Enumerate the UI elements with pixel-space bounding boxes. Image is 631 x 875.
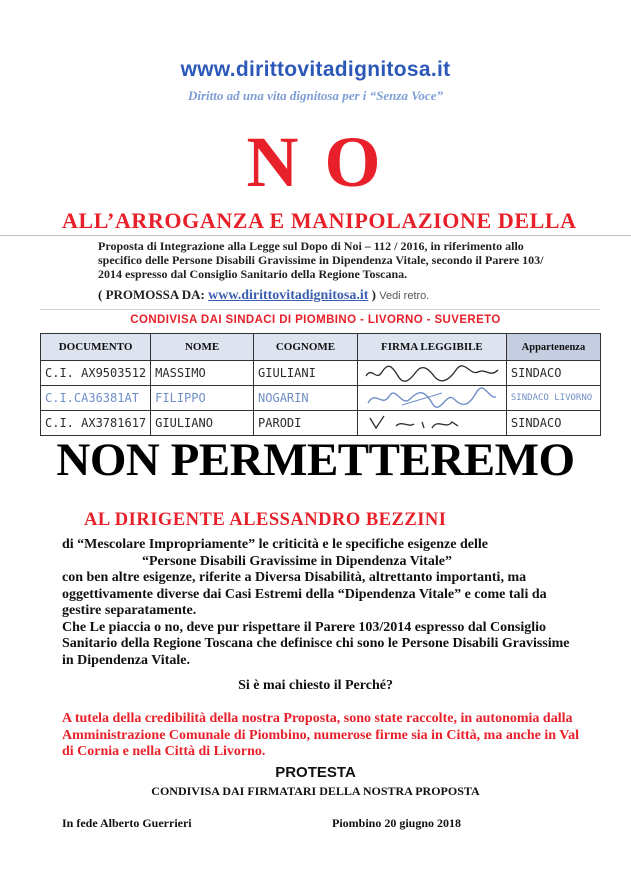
body-paragraph: Che Le piaccia o no, deve pur rispettare il Parere 103/2014 espresso dal Consiglio Sanitario della Regione Toscana che definisce chi sono le Persone Disabili Gravissime in Dipendenza Vitale. [62,619,570,668]
body-paragraph: “Persone Disabili Gravissime in Dipendenza Vitale” [142,553,452,569]
column-header-nome: NOME [151,334,254,361]
divider-top [0,235,631,236]
shared-by-signers: CONDIVISA DAI FIRMATARI DELLA NOSTRA PROPOSTA [151,784,480,798]
cell-cognome: PARODI [254,411,358,436]
cell-cognome: GIULIANI [254,361,358,386]
promoted-prefix: ( PROMOSSA DA: [98,287,205,302]
shared-by-mayors: CONDIVISA DAI SINDACI DI PIOMBINO - LIVORNO - SUVERETO [130,314,501,326]
cell-nome: FILIPPO [151,386,254,411]
table-header-row [41,334,601,361]
proposal-text: Proposta di Integrazione alla Legge sul Dopo di Noi – 112 / 2016, in riferimento allo specifico delle Persone Disabili Gravissime in Dipendenza Vitale, secondo il Parere 103/ 2014 espresso dal Consiglio Sanitario della Regione Toscana. [98,239,544,281]
cell-firma [357,361,506,386]
signature-scribble [362,362,502,384]
cell-appartenenza: SINDACO LIVORNO [506,386,600,411]
signature-scribble [362,412,502,434]
cell-nome: GIULIANO [151,411,254,436]
column-header-firma: FIRMA LEGGIBILE [357,334,506,361]
headline-no: N O [246,122,385,202]
column-header-appartenenza: Appartenenza [506,334,600,361]
body-paragraph: di “Mescolare Impropriamente” le criticità e le specifiche esigenze delle [62,537,488,552]
body-text [62,537,582,669]
cell-firma [357,386,506,411]
site-tagline: Diritto ad una vita dignitosa per i “Senza Voce” [188,88,443,103]
cell-appartenenza: SINDACO [506,411,600,436]
body-paragraph: con ben altre esigenze, riferite a Diversa Disabilità, altrettanto importanti, ma oggettivamente diverse dai Casi Estremi della “Dipendenza Vitale” e come tali da gestire separatamente. [62,570,547,618]
signature-line: In fede Alberto Guerrieri [62,816,192,830]
tutela-paragraph: A tutela della credibilità della nostra Proposta, sono state raccolte, in autonomia dalla Amministrazione Comunale di Piombino, numerose firme sia in Città, ma anche in Val di Cornia e nella Città di Livorno. [62,711,579,759]
cell-appartenenza: SINDACO [506,361,600,386]
see-back-note: Vedi retro. [379,290,430,302]
column-header-cognome: COGNOME [254,334,358,361]
headline-subtitle: ALL’ARROGANZA E MANIPOLAZIONE DELLA [62,208,577,233]
promoted-url-link[interactable]: www.dirittovitadignitosa.it [208,288,369,303]
cell-documento: C.I. AX3781617 [41,411,151,436]
cell-cognome: NOGARIN [254,386,358,411]
non-permetteremo-headline: NON PERMETTEREMO [56,434,575,486]
cell-documento: C.I.CA36381AT [41,386,151,411]
site-url[interactable]: www.dirittovitadignitosa.it [180,58,451,81]
question-line: Si è mai chiesto il Perché? [238,678,393,693]
promoted-suffix: ) [368,287,376,302]
protesta-heading: PROTESTA [275,764,356,781]
table-row [41,386,601,411]
signature-table [40,333,601,436]
addressee-heading: AL DIRIGENTE ALESSANDRO BEZZINI [84,510,447,530]
signature-scribble [362,387,502,409]
column-header-documento: DOCUMENTO [41,334,151,361]
cell-nome: MASSIMO [151,361,254,386]
table-row [41,361,601,386]
place-date: Piombino 20 giugno 2018 [332,816,462,830]
divider-mid [40,309,600,310]
cell-documento: C.I. AX9503512 [41,361,151,386]
promoted-by [98,287,429,304]
